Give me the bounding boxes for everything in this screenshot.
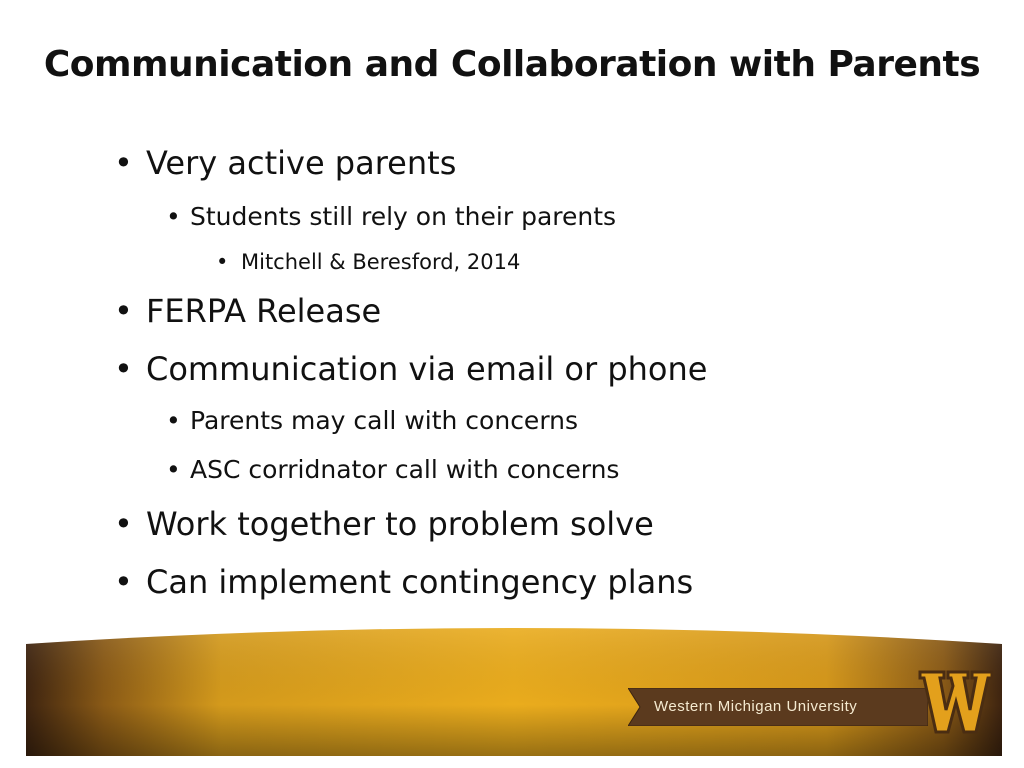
bullet-dot-icon: • <box>114 350 133 388</box>
university-name: Western Michigan University <box>654 698 858 715</box>
bullet-dot-icon: • <box>166 202 181 231</box>
footer-gold-band <box>26 618 1002 756</box>
bullet-item <box>114 144 456 182</box>
bullet-dot-icon: • <box>166 455 181 484</box>
slide-title: Communication and Collaboration with Parents <box>43 44 981 85</box>
bullet-text: Mitchell & Beresford, 2014 <box>241 250 521 274</box>
bullet-item <box>166 202 616 231</box>
bullet-text: Parents may call with concerns <box>190 406 579 435</box>
bullet-item <box>114 563 693 601</box>
bullet-text: Very active parents <box>146 144 457 182</box>
bullet-item <box>216 250 520 274</box>
bullet-text: Can implement contingency plans <box>146 563 694 601</box>
bullet-text: FERPA Release <box>146 292 382 330</box>
bullet-dot-icon: • <box>166 406 181 435</box>
bullet-text: Communication via email or phone <box>146 350 708 388</box>
bullet-item <box>166 455 619 484</box>
bullet-text: Students still rely on their parents <box>190 202 617 231</box>
bullet-item <box>114 505 654 543</box>
bullet-text: ASC corridnator call with concerns <box>190 455 620 484</box>
bullet-text: Work together to problem solve <box>146 505 654 543</box>
bullet-item <box>166 406 578 435</box>
bullet-item <box>114 292 381 330</box>
bullet-dot-icon: • <box>114 563 133 601</box>
bullet-dot-icon: • <box>216 250 229 274</box>
wmu-w-logo-icon <box>918 668 994 736</box>
bullet-item <box>114 350 707 388</box>
bullet-dot-icon: • <box>114 144 133 182</box>
bullet-dot-icon: • <box>114 292 133 330</box>
bullet-dot-icon: • <box>114 505 133 543</box>
